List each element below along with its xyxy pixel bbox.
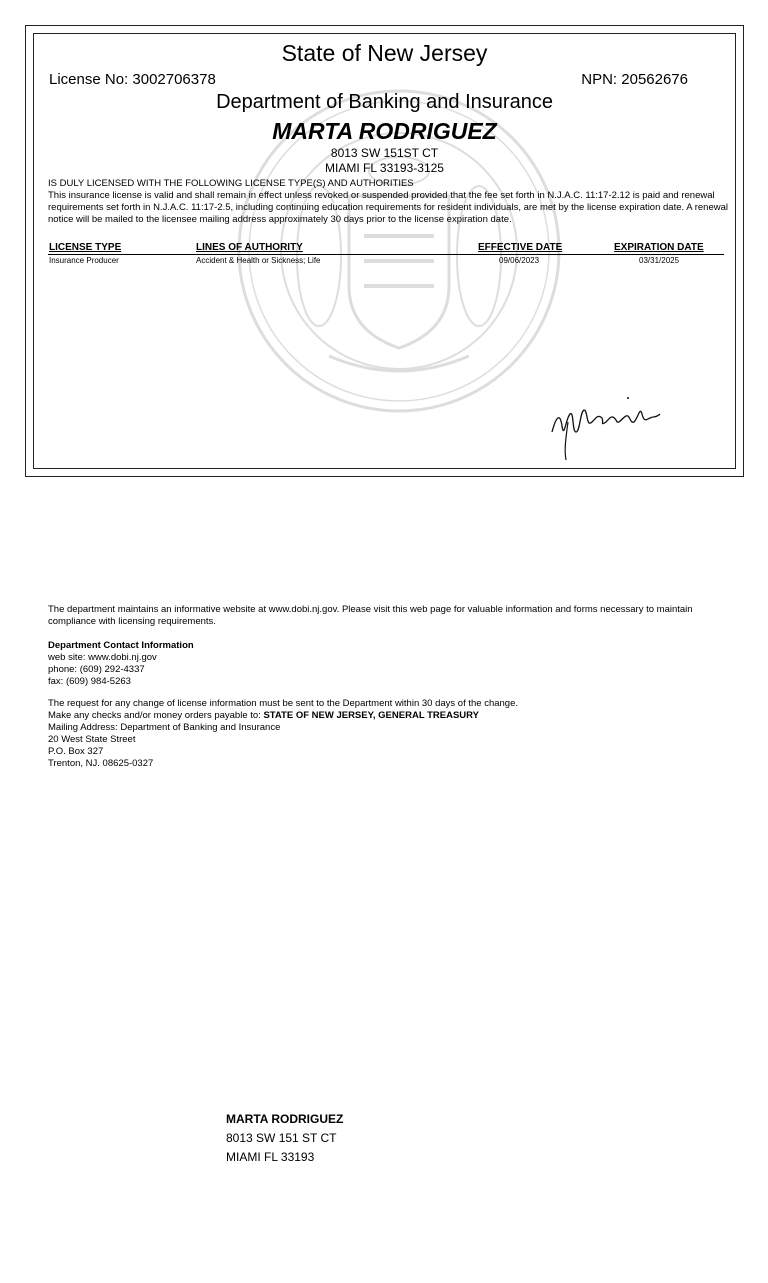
contact-fax: fax: (609) 984-5263: [48, 676, 131, 687]
table-header-divider: [48, 254, 724, 255]
contact-phone: phone: (609) 292-4337: [48, 664, 145, 675]
recipient-address-line2: MIAMI FL 33193: [226, 1150, 315, 1164]
payable-prefix: Make any checks and/or money orders payable to:: [48, 710, 264, 721]
mailing-street: 20 West State Street: [48, 734, 136, 745]
payable-line: [48, 710, 479, 722]
change-note: The request for any change of license information must be sent to the Department within 30 days of the change.: [48, 698, 518, 709]
license-certificate: [25, 25, 744, 477]
licensee-address-line1: 8013 SW 151ST CT: [330, 146, 439, 160]
department-name: Department of Banking and Insurance: [216, 91, 553, 113]
website-note: The department maintains an informative website at www.dobi.nj.gov. Please visit this web page for valuable information and forms necessary to maintain compliance with licensing requirements.: [48, 604, 693, 627]
mailing-city: Trenton, NJ. 08625-0327: [48, 758, 154, 769]
license-number: License No: 3002706378: [49, 71, 216, 88]
recipient-name: MARTA RODRIGUEZ: [226, 1112, 344, 1126]
column-header-effective-date: EFFECTIVE DATE: [478, 242, 563, 253]
cell-lines-of-authority: Accident & Health or Sickness; Life: [196, 256, 321, 265]
column-header-license-type: LICENSE TYPE: [49, 242, 122, 253]
column-header-lines-of-authority: LINES OF AUTHORITY: [196, 242, 303, 253]
column-header-expiration-date: EXPIRATION DATE: [614, 242, 704, 253]
certificate-inner-border: [33, 33, 736, 469]
licensee-name: MARTA RODRIGUEZ: [272, 118, 497, 144]
mailing-po-box: P.O. Box 327: [48, 746, 104, 757]
signature-icon: [546, 392, 666, 464]
licensed-heading: IS DULY LICENSED WITH THE FOLLOWING LICENSE TYPE(S) AND AUTHORITIES: [48, 178, 414, 189]
mailing-address-label: Mailing Address: Department of Banking and Insurance: [48, 722, 281, 733]
state-title: State of New Jersey: [281, 40, 488, 66]
npn-number: NPN: 20562676: [581, 71, 688, 88]
recipient-address-line1: 8013 SW 151 ST CT: [226, 1131, 337, 1145]
cell-license-type: Insurance Producer: [49, 256, 119, 265]
cell-effective-date: 09/06/2023: [499, 256, 540, 265]
cell-expiration-date: 03/31/2025: [639, 256, 680, 265]
payable-to: STATE OF NEW JERSEY, GENERAL TREASURY: [263, 710, 479, 721]
contact-web: web site: www.dobi.nj.gov: [48, 652, 157, 663]
licensee-address-line2: MIAMI FL 33193-3125: [325, 161, 444, 175]
license-validity-text: This insurance license is valid and shall remain in effect unless revoked or suspended provided that the fee set forth in N.J.A.C. 11:17-2.12 is paid and renewal requirements set forth in N.J.A.C. 11:17-2.5, including continuing education requirements for resident individuals, are met by the license expiration date. A renewal notice will be mailed to the licensee mailing address approximately 30 days prior to the license expiration date.: [48, 190, 728, 225]
contact-heading: Department Contact Information: [48, 640, 194, 651]
